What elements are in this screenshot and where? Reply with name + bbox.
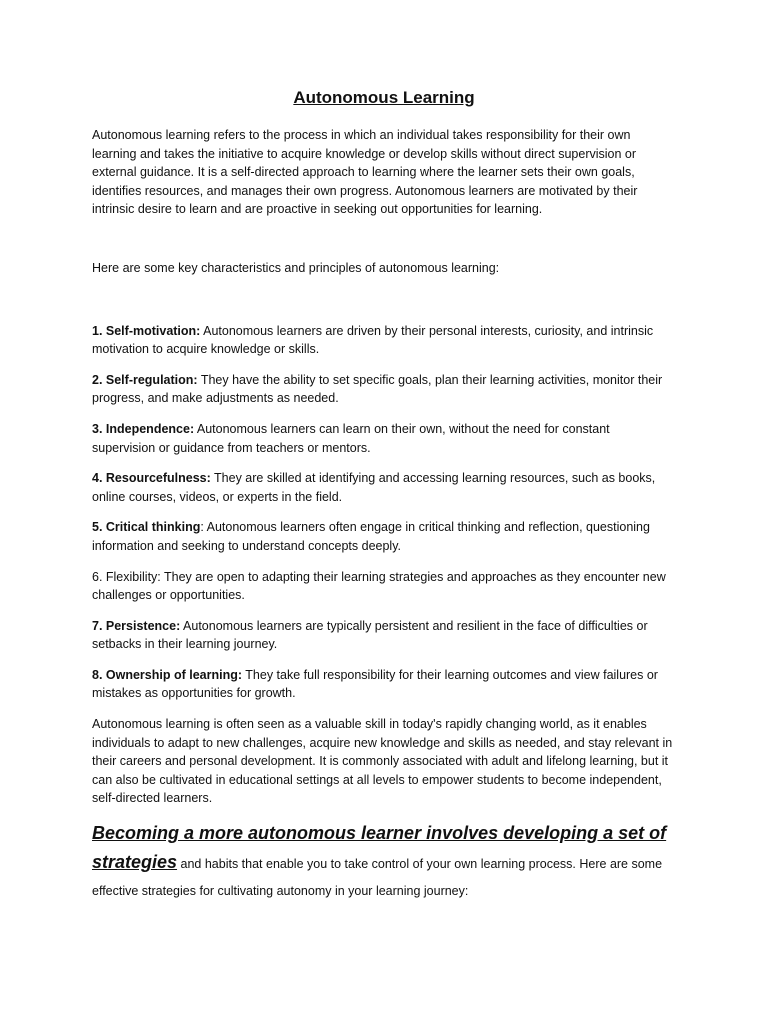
document-page <box>92 86 676 905</box>
list-item <box>92 371 676 408</box>
item-text: : Autonomous learners often engage in critical thinking and reflection, questioning information and seeking to understand concepts deeply. <box>92 520 650 553</box>
lead-paragraph: Here are some key characteristics and principles of autonomous learning: <box>92 260 500 275</box>
item-label: 4. Resourcefulness: <box>92 471 211 486</box>
document-title: Autonomous Learning <box>293 88 475 107</box>
item-text: They take full responsibility for their learning outcomes and view failures or mistakes as opportunities for growth. <box>92 667 658 701</box>
item-label: 3. Independence: <box>92 421 195 436</box>
strategies-paragraph <box>92 820 676 905</box>
item-text: They are skilled at identifying and accessing learning resources, such as books, online courses, videos, or experts in the field. <box>92 471 656 504</box>
list-item <box>92 469 676 506</box>
item-label: 7. Persistence: <box>92 618 181 633</box>
list-item <box>92 420 676 457</box>
item-label: 5. Critical thinking <box>92 520 201 535</box>
item-text: Autonomous learners can learn on their own, without the need for constant supervision or guidance from teachers or mentors. <box>92 421 610 455</box>
item-text: They have the ability to set specific goals, plan their learning activities, monitor their progress, and make adjustments as needed. <box>92 372 663 406</box>
item-text: Autonomous learners are driven by their personal interests, curiosity, and intrinsic motivation to acquire knowledge or skills. <box>92 323 654 357</box>
closing-paragraph: Autonomous learning is often seen as a valuable skill in today's rapidly changing world, as it enables individuals to adapt to new challenges, acquire new knowledge and skills as needed, and stay relevant in their careers and personal development. It is commonly associated with adult and lifelong learning, but it can also be cultivated in educational settings at all levels to empower students to become independent, self-directed learners. <box>92 717 673 806</box>
item-label: 1. Self-motivation: <box>92 323 201 338</box>
item-label: 2. Self-regulation: <box>92 372 198 387</box>
strategies-heading: Becoming a more autonomous learner involves developing a set of strategies <box>92 823 667 873</box>
list-item <box>92 617 676 654</box>
item-text: Autonomous learners are typically persistent and resilient in the face of difficulties or setbacks in their learning journey. <box>92 618 648 652</box>
strategies-text: and habits that enable you to take control of your own learning process. Here are some effective strategies for cultivating autonomy in your learning journey: <box>92 857 663 899</box>
item-label: 8. Ownership of learning: <box>92 667 243 682</box>
item-text: 6. Flexibility: They are open to adapting their learning strategies and approaches as they encounter new challenges or opportunities. <box>92 569 666 603</box>
list-item <box>92 666 676 703</box>
list-item <box>92 518 676 555</box>
intro-paragraph: Autonomous learning refers to the process in which an individual takes responsibility for their own learning and takes the initiative to acquire knowledge or develop skills without direct supervision or external guidance. It is a self-directed approach to learning where the learner sets their own goals, identifies resources, and manages their own progress. Autonomous learners are motivated by their intrinsic desire to learn and are proactive in seeking out opportunities for learning. <box>92 128 638 217</box>
list-item <box>92 568 676 605</box>
list-item <box>92 322 676 359</box>
